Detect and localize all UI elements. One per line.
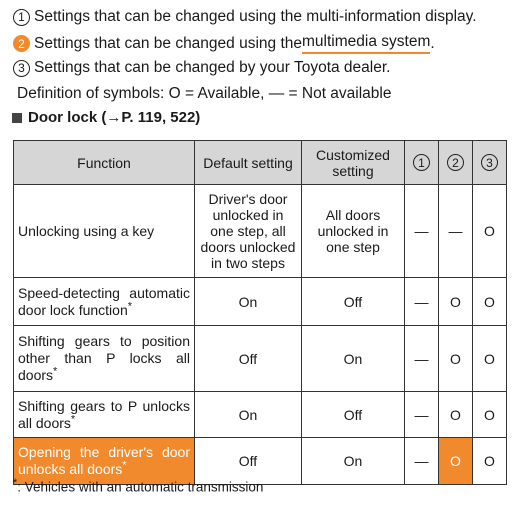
row-default: On: [195, 278, 302, 326]
legend-item-1: [13, 8, 477, 26]
legend-text-3: Settings that can be changed by your Toyota dealer.: [34, 59, 391, 76]
row-mark-1: —: [405, 326, 439, 392]
header-default: Default setting: [195, 141, 302, 185]
circled-number-1-header: 1: [413, 154, 430, 171]
row-mark-1: —: [405, 438, 439, 485]
circled-number-2: 2: [13, 35, 30, 52]
row-customized: Off: [302, 392, 405, 438]
row-customized: Off: [302, 278, 405, 326]
row-default: Off: [195, 438, 302, 485]
legend-text-1: Settings that can be changed using the multi-information display.: [34, 8, 477, 25]
row-mark-2: O: [439, 326, 473, 392]
function-text: Opening the driver's door unlocks all doors: [18, 444, 190, 477]
row-mark-3: O: [473, 438, 507, 485]
function-text: Speed-detecting automatic door lock function: [18, 284, 190, 318]
function-text: Shifting gears to position other than P locks all doors: [18, 333, 190, 383]
section-heading: [12, 109, 200, 126]
square-bullet-icon: [12, 113, 22, 123]
header-col-2: [439, 141, 473, 185]
header-function: Function: [14, 141, 195, 185]
row-mark-3: O: [473, 185, 507, 278]
row-customized: On: [302, 326, 405, 392]
row-mark-2: —: [439, 185, 473, 278]
row-mark-3: O: [473, 326, 507, 392]
header-customized: Customized setting: [302, 141, 405, 185]
row-mark-3: O: [473, 278, 507, 326]
row-mark-2: O: [439, 392, 473, 438]
legend-item-2: [13, 33, 435, 54]
row-mark-1: —: [405, 392, 439, 438]
settings-table: [13, 140, 507, 485]
legend-text-2-end: .: [430, 34, 435, 52]
row-default: On: [195, 392, 302, 438]
row-function: [14, 185, 195, 278]
header-col-3: [473, 141, 507, 185]
circled-number-3-header: 3: [481, 154, 498, 171]
function-text: Shifting gears to P unlocks all doors: [18, 397, 190, 431]
row-default: Driver's door unlocked in one step, all doors unlocked in two steps: [195, 185, 302, 278]
circled-number-2-header: 2: [447, 154, 464, 171]
row-mark-2: O: [439, 438, 473, 485]
row-function: [14, 326, 195, 392]
function-text: Unlocking using a key: [18, 222, 155, 239]
table-row: [14, 392, 507, 438]
legend-item-3: [13, 59, 390, 77]
symbol-definitions: Definition of symbols: O = Available, — = Not available: [17, 85, 392, 102]
table-header-row: [14, 141, 507, 185]
circled-number-1: 1: [13, 9, 30, 26]
footnote-star: *: [127, 299, 133, 312]
footnote: [13, 477, 263, 495]
table-row: [14, 278, 507, 326]
table-row: [14, 326, 507, 392]
row-function: [14, 392, 195, 438]
footnote-text: : Vehicles with an automatic transmission: [17, 479, 264, 495]
footnote-star: *: [13, 477, 18, 489]
row-customized: On: [302, 438, 405, 485]
row-mark-1: —: [405, 278, 439, 326]
row-mark-3: O: [473, 392, 507, 438]
legend-text-2: Settings that can be changed using the: [34, 34, 303, 52]
row-mark-2: O: [439, 278, 473, 326]
row-customized: All doors unlocked in one step: [302, 185, 405, 278]
header-col-1: [405, 141, 439, 185]
row-default: Off: [195, 326, 302, 392]
footnote-star: *: [122, 459, 127, 472]
circled-number-3: 3: [13, 60, 30, 77]
row-function: [14, 278, 195, 326]
footnote-star: *: [70, 412, 76, 425]
footnote-star: *: [53, 365, 58, 378]
row-mark-1: —: [405, 185, 439, 278]
section-title: Door lock (→P. 119, 522): [28, 109, 201, 126]
table-row: [14, 185, 507, 278]
multimedia-system-link[interactable]: multimedia system: [302, 33, 430, 54]
